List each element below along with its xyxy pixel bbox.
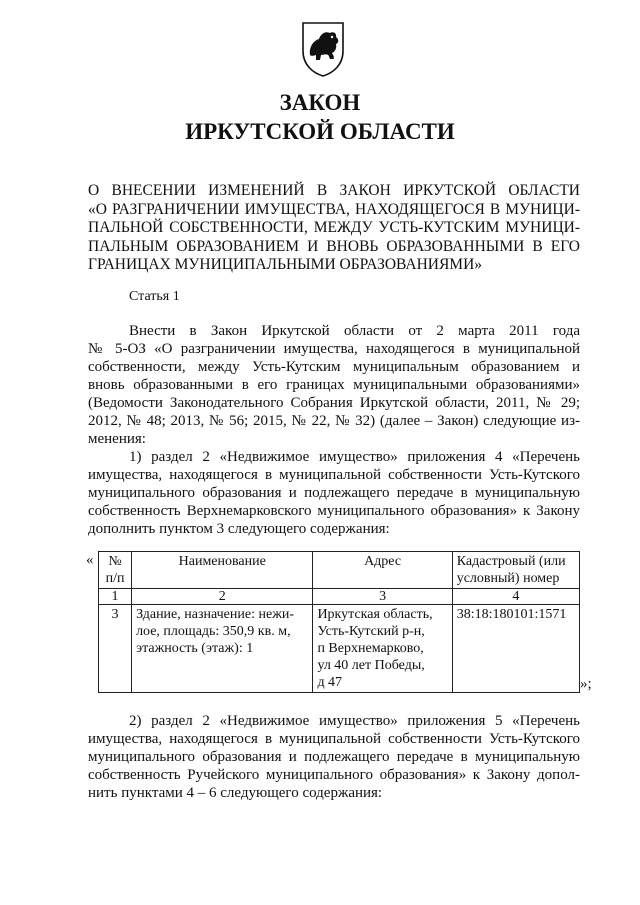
heading-line: О ВНЕСЕНИИ ИЗМЕНЕНИЙ В ЗАКОН ИРКУТСКОЙ ОБЛАСТИ (88, 182, 580, 199)
heading-line: ПАЛЬНЫМ ОБРАЗОВАНИЕМ И ВНОВЬ ОБРАЗОВАННЫМИ В ЕГО (88, 237, 580, 255)
row-num: 3 (99, 605, 132, 693)
paragraph-item-2 (88, 712, 580, 802)
paragraph-line: муниципального образования и подлежащего передаче в муниципальную (88, 485, 580, 501)
paragraph-intro (88, 322, 580, 448)
row-address (313, 605, 452, 693)
paragraph-line: (Ведомости Законодательного Собрания Иркутской области, 2011, № 29; (88, 395, 580, 411)
paragraph-line: Внести в Закон Иркутской области от 2 марта 2011 года (129, 323, 580, 339)
row-address-line: ул 40 лет Победы, (317, 658, 425, 673)
paragraph-line: № 5-ОЗ «О разграничении имущества, находящегося в муниципальной (88, 341, 580, 357)
table-column-numbers-row (99, 589, 580, 605)
paragraph-line: вновь образованными в его границах муниципальными образованиями» (88, 377, 580, 393)
paragraph-line: 2) раздел 2 «Недвижимое имущество» приложения 5 «Перечень (129, 713, 580, 729)
row-address-line: п Верхнемарково, (317, 641, 424, 656)
heading-line: ПАЛЬНОЙ СОБСТВЕННОСТИ, МЕЖДУ УСТЬ-КУТСКИМ МУНИЦИ- (88, 219, 580, 236)
property-table (98, 551, 580, 693)
header-num: № п/п (99, 552, 132, 589)
paragraph-line: имущества, находящегося в муниципальной собственности Усть-Кутского (88, 731, 580, 747)
heading-line: ГРАНИЦАХ МУНИЦИПАЛЬНЫМИ ОБРАЗОВАНИЯМИ» (88, 256, 483, 273)
table-open-quote: « (86, 552, 94, 568)
paragraph-line: собственности, между Усть-Кутским муниципальным образованием и (88, 359, 580, 375)
table-row (99, 605, 580, 693)
paragraph-line: 2012, № 48; 2013, № 56; 2015, № 22, № 32) (далее – Закон) следующие из- (88, 413, 580, 429)
paragraph-line: нить пунктами 4 – 6 следующего содержания: (88, 785, 383, 801)
paragraph-item-1 (88, 448, 580, 538)
coat-of-arms-icon (299, 21, 347, 77)
row-name (132, 605, 313, 693)
row-address-line: Усть-Кутский р-н, (317, 624, 425, 639)
row-address-line: д 47 (317, 675, 343, 690)
table-header-row (99, 552, 580, 589)
paragraph-line: менения: (88, 431, 146, 447)
table-close-quote: »; (580, 676, 592, 692)
law-heading (88, 182, 580, 275)
header-name: Наименование (132, 552, 313, 589)
paragraph-line: собственность Ручейского муниципального образования» к Закону допол- (88, 767, 580, 783)
header-cadastral: Кадастровый (или условный) номер (452, 552, 579, 589)
row-name-line: этажность (этаж): 1 (136, 641, 254, 656)
paragraph-line: 1) раздел 2 «Недвижимое имущество» приложения 4 «Перечень (129, 449, 580, 465)
column-number: 1 (99, 589, 132, 605)
row-address-line: Иркутская область, (317, 607, 433, 622)
row-name-line: лое, площадь: 350,9 кв. м, (136, 624, 291, 639)
paragraph-line: имущества, находящегося в муниципальной собственности Усть-Кутского (88, 467, 580, 483)
column-number: 3 (313, 589, 452, 605)
law-title-line-1: ЗАКОН (279, 90, 361, 115)
paragraph-line: дополнить пунктом 3 следующего содержания: (88, 521, 390, 537)
header-address: Адрес (313, 552, 452, 589)
heading-line: «О РАЗГРАНИЧЕНИИ ИМУЩЕСТВА, НАХОДЯЩЕГОСЯ В МУНИЦИ- (88, 200, 580, 218)
law-title (0, 88, 640, 146)
row-cadastral: 38:18:180101:1571 (452, 605, 579, 693)
paragraph-line: муниципального образования и подлежащего передаче в муниципальную (88, 749, 580, 765)
column-number: 4 (452, 589, 579, 605)
paragraph-line: собственность Верхнемарковского муниципального образования» к Закону (88, 503, 580, 519)
law-title-line-2: ИРКУТСКОЙ ОБЛАСТИ (185, 119, 455, 144)
row-name-line: Здание, назначение: нежи- (136, 607, 295, 622)
article-label: Статья 1 (129, 289, 180, 304)
column-number: 2 (132, 589, 313, 605)
